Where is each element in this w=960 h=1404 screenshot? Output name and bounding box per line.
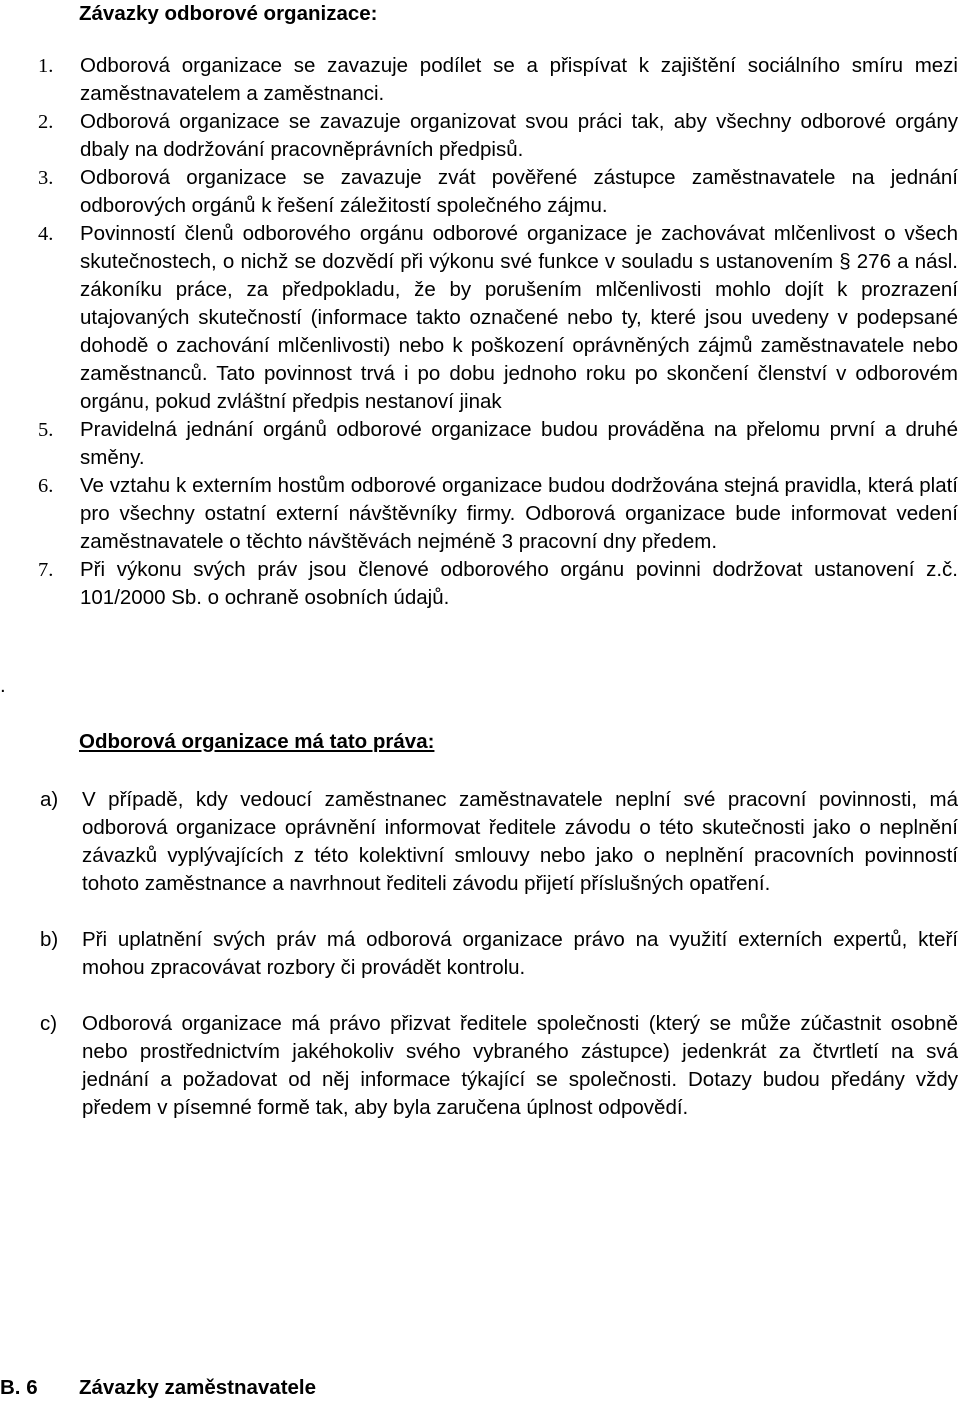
obligation-text: Odborová organizace se zavazuje podílet se a přispívat k zajištění sociálního smíru mezi zaměstnavatelem a zaměstnanci.	[80, 54, 958, 105]
obligation-item-2	[0, 108, 960, 164]
obligation-item-3	[0, 164, 960, 220]
list-marker: 6.	[38, 475, 54, 497]
obligation-item-6	[0, 472, 960, 556]
right-item-a	[0, 786, 960, 898]
rights-list	[0, 786, 960, 1150]
obligation-text: Při výkonu svých práv jsou členové odborového orgánu povinni dodržovat ustanovení z.č. 101/2000 Sb. o ochraně osobních údajů.	[80, 558, 958, 609]
list-marker: 4.	[38, 223, 54, 245]
obligation-text: Povinností členů odborového orgánu odborové organizace je zachovávat mlčenlivost o všech skutečnostech, o nichž se dozvědí při výkonu své funkce v souladu s ustanovením § 276 a násl. zákoníku práce, za předpokladu, že by porušením mlčenlivosti mohlo dojít k prozrazení utajovaných skutečností (informace takto označené nebo ty, které jsou uvedeny v podepsané dohodě o zachování mlčenlivosti) nebo k poškození oprávněných zájmů zaměstnavatele nebo zaměstnanců. Tato povinnost trvá i po dobu jednoho roku po skončení členství v odborovém orgánu, pokud zvláštní předpis nestanoví jinak	[80, 222, 958, 413]
obligation-item-4	[0, 220, 960, 416]
obligation-text: Ve vztahu k externím hostům odborové organizace budou dodržována stejná pravidla, která platí pro všechny ostatní externí návštěvníky firmy. Odborová organizace bude informovat vedení zaměstnavatele o těchto návštěvách nejméně 3 pracovní dny předem.	[80, 474, 958, 553]
obligation-item-7	[0, 556, 960, 612]
right-text: Odborová organizace má právo přizvat ředitele společnosti (který se může zúčastnit osobně nebo prostřednictvím jakéhokoliv svého vybraného zástupce) jedenkrát za čtvrtletí na svá jednání a požadovat od něj informace týkající se společnosti. Dotazy budou předány vždy předem v písemné formě tak, aby byla zaručena úplnost odpovědí.	[82, 1012, 958, 1119]
obligations-heading: Závazky odborové organizace:	[79, 2, 378, 25]
next-section-heading	[0, 1374, 316, 1402]
list-marker: b)	[40, 928, 59, 951]
list-marker: c)	[40, 1012, 58, 1035]
obligation-text: Odborová organizace se zavazuje organizovat svou práci tak, aby všechny odborové orgány dbaly na dodržování pracovněprávních předpisů.	[80, 110, 958, 161]
rights-heading: Odborová organizace má tato práva:	[79, 730, 435, 753]
obligation-item-1	[0, 52, 960, 108]
right-item-c	[0, 1010, 960, 1122]
obligation-text: Pravidelná jednání orgánů odborové organizace budou prováděna na přelomu první a druhé směny.	[80, 418, 958, 469]
list-marker: 2.	[38, 111, 54, 133]
obligations-list	[0, 52, 960, 612]
section-title: Závazky zaměstnavatele	[79, 1376, 317, 1399]
right-item-b	[0, 926, 960, 982]
obligation-text: Odborová organizace se zavazuje zvát pověřené zástupce zaměstnavatele na jednání odborových orgánů k řešení záležitostí společného zájmu.	[80, 166, 958, 217]
list-marker: a)	[40, 788, 59, 811]
list-marker: 1.	[38, 55, 54, 77]
list-marker: 3.	[38, 167, 54, 189]
obligation-item-5	[0, 416, 960, 472]
right-text: Při uplatnění svých práv má odborová organizace právo na využití externích expertů, kteří mohou zpracovávat rozbory či provádět kontrolu.	[82, 928, 958, 979]
section-code: B. 6	[0, 1376, 38, 1399]
right-text: V případě, kdy vedoucí zaměstnanec zaměstnavatele neplní své pracovní povinnosti, má odborová organizace oprávnění informovat ředitele závodu o této skutečnosti jako o neplnění závazků vyplývajících z této kolektivní smlouvy nebo jako o neplnění pracovních povinností tohoto zaměstnance a navrhnout řediteli závodu přijetí příslušných opatření.	[82, 788, 958, 895]
list-marker: 7.	[38, 559, 54, 581]
stray-dot: .	[0, 674, 6, 697]
list-marker: 5.	[38, 419, 54, 441]
